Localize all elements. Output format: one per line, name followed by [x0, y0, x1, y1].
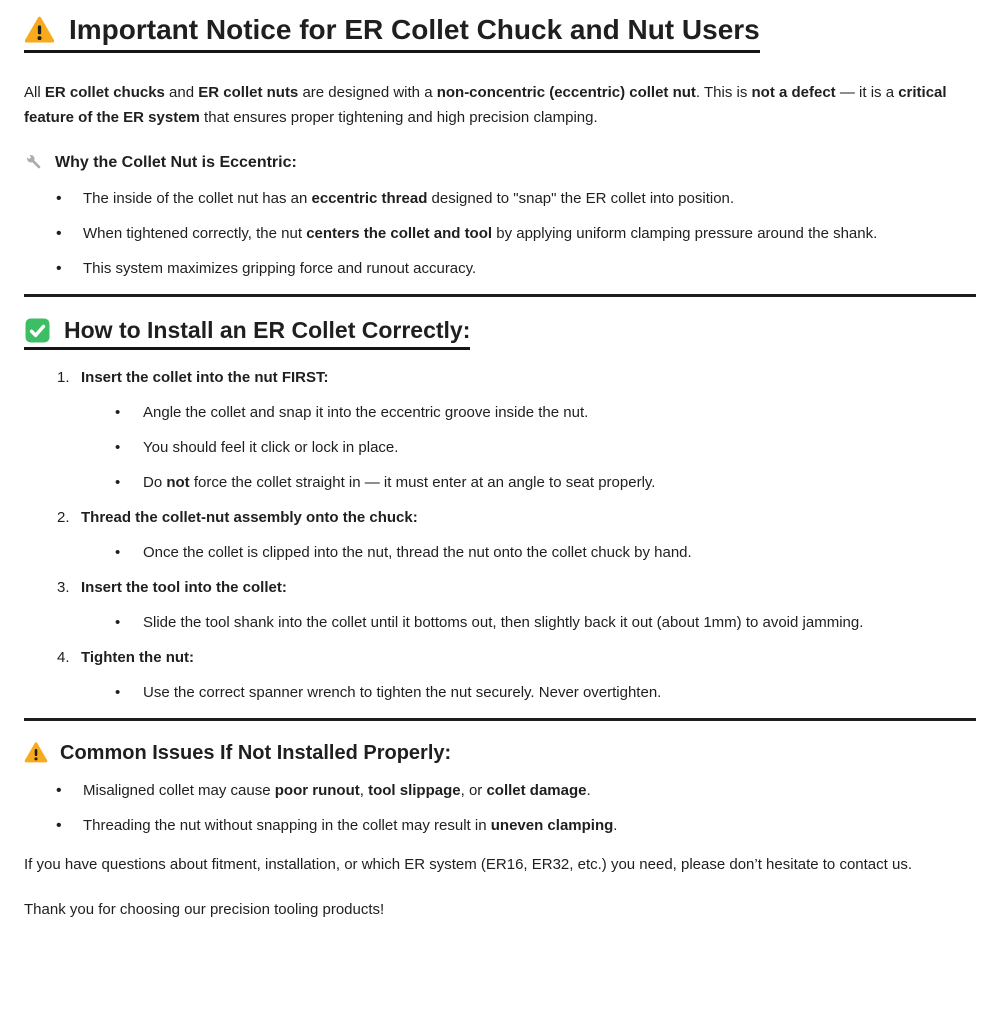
list-item: • Once the collet is clipped into the nut, thread the nut onto the collet chuck by hand.: [81, 543, 976, 563]
step-title: Insert the tool into the collet:: [81, 579, 287, 596]
contact-paragraph: If you have questions about fitment, installation, or which ER system (ER16, ER32, etc.) you need, please don’t hesitate to contact us.: [24, 856, 912, 873]
list-item: • Use the correct spanner wrench to tighten the nut securely. Never overtighten.: [81, 683, 976, 703]
step-bullet-list: [81, 543, 976, 563]
list-item: • Misaligned collet may cause poor runout, tool slippage, or collet damage.: [24, 781, 976, 801]
why-bullet-list: [24, 189, 976, 279]
section-divider: [24, 294, 976, 297]
install-heading-text: How to Install an ER Collet Correctly:: [64, 317, 471, 343]
list-item: • Threading the nut without snapping in the collet may result in uneven clamping.: [24, 816, 976, 836]
step-item: [24, 648, 976, 703]
step-title: Tighten the nut:: [81, 649, 195, 666]
step-bullet-list: [81, 683, 976, 703]
list-item: • Slide the tool shank into the collet until it bottoms out, then slightly back it out (about 1mm) to avoid jamming.: [81, 613, 976, 633]
step-bullet-list: [81, 613, 976, 633]
step-title: Insert the collet into the nut FIRST:: [81, 369, 329, 386]
warning-icon: [24, 15, 55, 46]
thanks-paragraph: Thank you for choosing our precision tooling products!: [24, 901, 385, 918]
issues-bullet-list: [24, 781, 976, 836]
step-bullet-list: [81, 403, 976, 493]
list-item: • This system maximizes gripping force and runout accuracy.: [24, 259, 976, 279]
main-heading: [24, 14, 760, 53]
install-heading: [24, 317, 470, 350]
wrench-icon: [24, 152, 45, 173]
warning-icon: [24, 741, 48, 765]
why-heading: [24, 152, 976, 173]
list-item: • Do not force the collet straight in — it must enter at an angle to seat properly.: [81, 473, 976, 493]
step-title: Thread the collet-nut assembly onto the chuck:: [81, 509, 418, 526]
install-steps-list: [24, 368, 976, 703]
step-item: [24, 368, 976, 493]
section-divider: [24, 718, 976, 721]
intro-paragraph: All ER collet chucks and ER collet nuts are designed with a non-concentric (eccentric) collet nut. This is not a defect — it is a critical feature of the ER system that ensures proper tightening and high precision clamping.: [24, 84, 947, 126]
check-icon: [24, 317, 51, 344]
issues-heading-text: Common Issues If Not Installed Properly:: [60, 741, 452, 764]
why-heading-text: Why the Collet Nut is Eccentric:: [55, 153, 297, 171]
list-item: • You should feel it click or lock in place.: [81, 438, 976, 458]
main-heading-text: Important Notice for ER Collet Chuck and Nut Users: [69, 14, 760, 45]
list-item: • The inside of the collet nut has an eccentric thread designed to "snap" the ER collet into position.: [24, 189, 976, 209]
step-item: [24, 578, 976, 633]
step-item: [24, 508, 976, 563]
list-item: • When tightened correctly, the nut centers the collet and tool by applying uniform clamping pressure around the shank.: [24, 224, 976, 244]
issues-heading: [24, 741, 451, 765]
list-item: • Angle the collet and snap it into the eccentric groove inside the nut.: [81, 403, 976, 423]
